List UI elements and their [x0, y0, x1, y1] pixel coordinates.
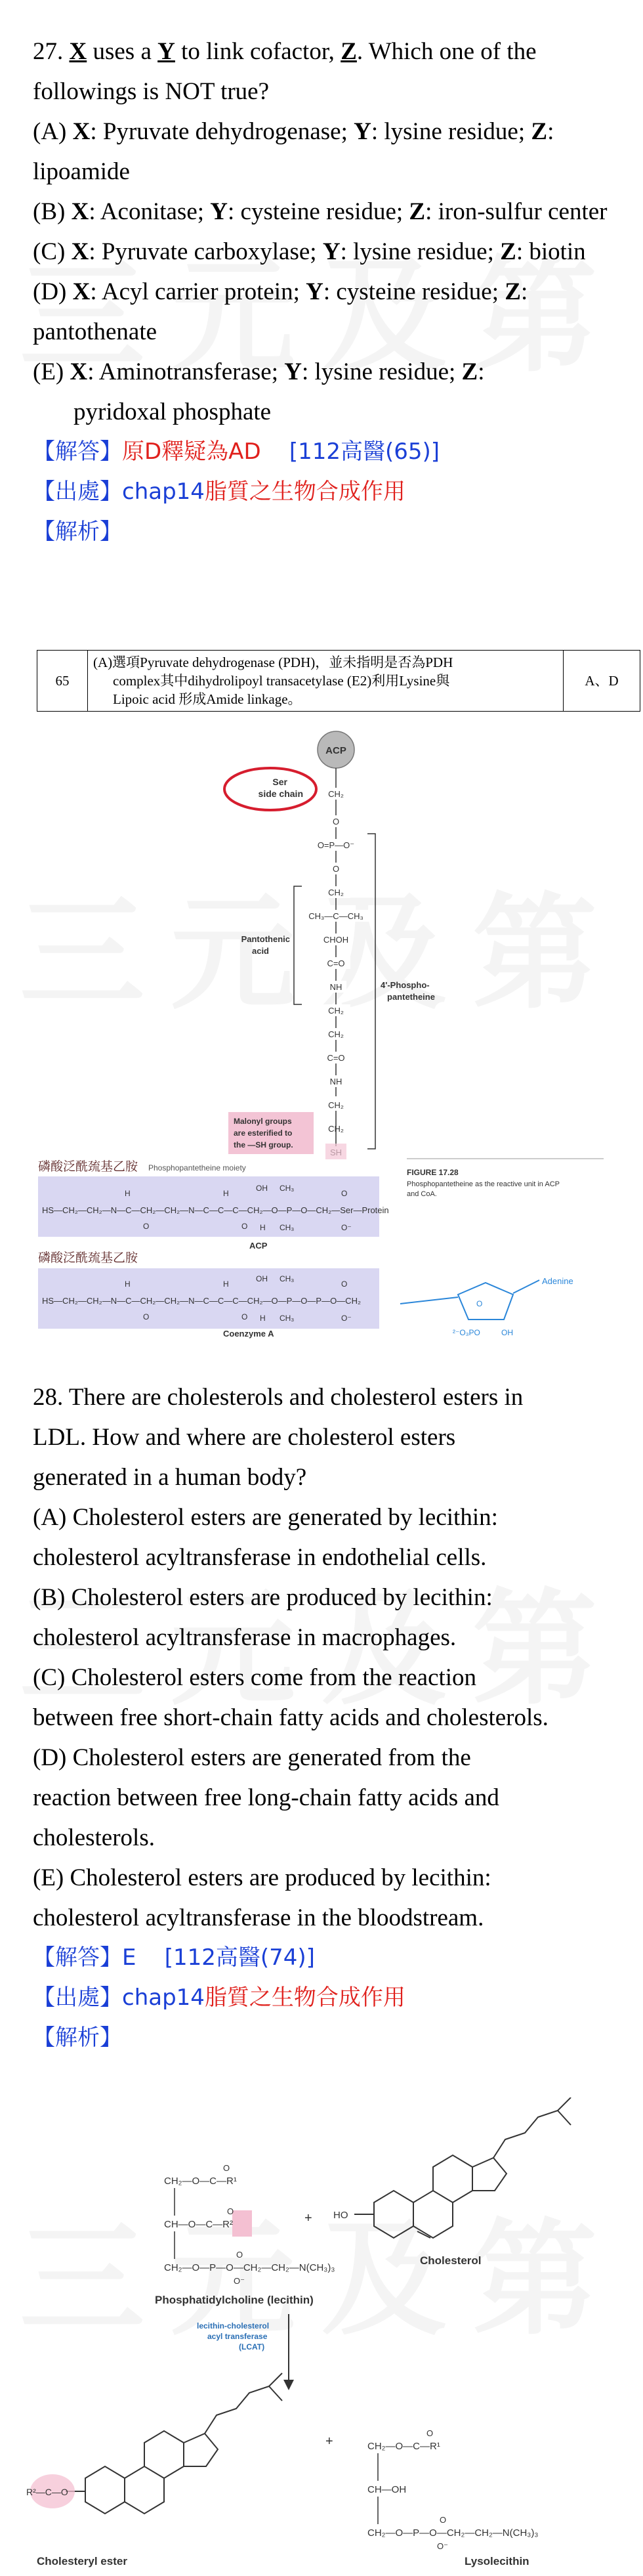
svg-text:H: H — [260, 1223, 266, 1232]
table-cell-no: 65 — [37, 651, 88, 712]
svg-text:O: O — [227, 2206, 234, 2216]
svg-text:O: O — [143, 1222, 150, 1231]
option-d-continued: cholesterols. — [33, 1824, 155, 1851]
question-28-line: 28. There are cholesterols and cholesterol esters in — [33, 1384, 524, 1411]
option-e: (E) X: Aminotransferase; Y: lysine residue; Z: — [33, 358, 485, 385]
malonyl-text-2: are esterified to — [234, 1128, 293, 1138]
option-e-continued: cholesterol acyltransferase in the bloodstream. — [33, 1904, 484, 1931]
svg-text:CH₃—C—CH₃: CH₃—C—CH₃ — [308, 911, 363, 921]
svg-text:CH₃: CH₃ — [280, 1314, 295, 1323]
option-c: (C) Cholesterol esters come from the reaction — [33, 1664, 477, 1691]
svg-text:H: H — [125, 1189, 131, 1198]
svg-text:CH₂: CH₂ — [328, 789, 344, 799]
ester-group: R²—C—O — [26, 2487, 68, 2497]
svg-text:CHOH: CHOH — [323, 935, 349, 945]
table-cell-text: (A)選項Pyruvate dehydrogenase (PDH)，並未指明是否為PDH complex其中dihydrolipoyl transacetylase (E2)利用Lysine與 Lipoic acid 形成Amide linkage。 — [88, 651, 564, 712]
option-b: (B) Cholesterol esters are produced by lecithin: — [33, 1584, 493, 1611]
coa-chain: HS—CH₂—CH₂—N—C—CH₂—CH₂—N—C—C—C—CH₂—O—P—O—P—O—CH₂ — [42, 1296, 362, 1306]
lyso-row-2: CH—OH — [367, 2484, 407, 2495]
option-d: (D) Cholesterol esters are generated from the — [33, 1744, 471, 1771]
option-e-continued: pyridoxal phosphate — [73, 398, 272, 425]
svg-text:CH₂: CH₂ — [328, 1124, 344, 1134]
acp-chain-label: ACP — [249, 1241, 268, 1251]
erratum-table — [37, 650, 640, 712]
svg-text:O=P—O⁻: O=P—O⁻ — [317, 840, 355, 850]
coa-phosphate-link — [400, 1297, 458, 1304]
malonyl-text-3: the —SH group. — [234, 1140, 293, 1149]
figure-caption-1: Phosphopantetheine as the reactive unit in ACP — [407, 1180, 560, 1188]
svg-text:O⁻: O⁻ — [341, 1223, 352, 1232]
lyso-row-1: CH₂—O—C—R¹ — [367, 2441, 440, 2452]
svg-text:²⁻O₃PO: ²⁻O₃PO — [453, 1328, 480, 1337]
reaction-arrowhead — [283, 2380, 294, 2390]
option-a: (A) Cholesterol esters are generated by lecithin: — [33, 1504, 498, 1531]
source-line: 【出處】chap14脂質之生物合成作用 — [33, 479, 405, 505]
option-d-continued: reaction between free long-chain fatty acids and — [33, 1784, 499, 1811]
question-27-stem: 27. X uses a Y to link cofactor, Z. Which one of the followings is NOT true? — [33, 38, 537, 105]
explain-tag: 【解析】 — [33, 2025, 122, 2051]
phospho-label-2: pantetheine — [387, 992, 435, 1002]
sh-highlight — [325, 1144, 346, 1159]
pc-label: Phosphatidylcholine (lecithin) — [155, 2294, 314, 2306]
svg-text:CH₃: CH₃ — [280, 1223, 295, 1232]
question-28 — [33, 1377, 623, 2058]
svg-text:C=O: C=O — [327, 1053, 345, 1063]
svg-text:NH: NH — [329, 1077, 342, 1086]
cholesteryl-ester-label: Cholesteryl ester — [37, 2555, 127, 2567]
svg-text:O⁻: O⁻ — [437, 2541, 448, 2551]
svg-text:O: O — [341, 1279, 348, 1289]
svg-text:OH: OH — [501, 1328, 513, 1337]
svg-text:O⁻: O⁻ — [341, 1314, 352, 1323]
svg-text:CH₂: CH₂ — [328, 1100, 344, 1110]
acyl-highlight — [232, 2210, 252, 2237]
option-b: (B) X: Aconitase; Y: cysteine residue; Z: iron-sulfur center — [33, 198, 608, 225]
pc-row-2: CH—O—C—R² — [164, 2219, 233, 2230]
option-a: (A) X: Pyruvate dehydrogenase; Y: lysine residue; Z: lipoamide — [33, 118, 554, 185]
option-c: (C) X: Pyruvate carboxylase; Y: lysine residue; Z: biotin — [33, 238, 586, 265]
pc-row-1: CH₂—O—C—R¹ — [164, 2176, 237, 2187]
svg-text:OH: OH — [256, 1274, 268, 1283]
svg-text:O: O — [332, 817, 340, 826]
explain-tag: 【解析】 — [33, 519, 122, 545]
svg-text:O: O — [223, 2163, 230, 2173]
pantothenic-label-2: acid — [251, 946, 269, 956]
ribose-ring — [458, 1283, 513, 1320]
acp-chain: HS—CH₂—CH₂—N—C—CH₂—CH₂—N—C—C—C—CH₂—O—P—O—CH₂—Ser—Protein — [42, 1205, 389, 1215]
coa-chain-label: Coenzyme A — [223, 1329, 274, 1339]
svg-text:O: O — [241, 1222, 248, 1231]
svg-text:O: O — [143, 1312, 150, 1321]
phosphopantetheine-bracket — [367, 834, 375, 1149]
hydroxyl-label: HO — [333, 2210, 348, 2221]
svg-text:CH₂: CH₂ — [328, 888, 344, 897]
acp-chinese-label: 磷酸泛酰巯基乙胺 — [38, 1160, 138, 1174]
svg-text:H: H — [223, 1279, 229, 1289]
pantothenic-label-1: Pantothenic — [241, 934, 290, 944]
enzyme-label-1: lecithin-cholesterol — [197, 2321, 270, 2330]
cholesterol-label: Cholesterol — [420, 2254, 482, 2267]
adenine-label: Adenine — [542, 1276, 573, 1286]
option-e: (E) Cholesterol esters are produced by lecithin: — [33, 1864, 491, 1891]
enzyme-label-2: acyl transferase — [207, 2332, 268, 2341]
svg-text:O: O — [426, 2428, 434, 2438]
option-a-continued: cholesterol acyltransferase in endothelial cells. — [33, 1544, 487, 1571]
svg-text:O: O — [341, 1189, 348, 1198]
figure-number: FIGURE 17.28 — [407, 1168, 459, 1177]
cholesterol-structure — [354, 2097, 571, 2238]
svg-text:OH: OH — [256, 1184, 268, 1193]
lyso-row-3: CH₂—O—P—O—CH₂—CH₂—N(CH₃)₃ — [367, 2527, 539, 2539]
pc-row-3: CH₂—O—P—O—CH₂—CH₂—N(CH₃)₃ — [164, 2262, 335, 2273]
acp-label: ACP — [325, 745, 346, 756]
plus-sign: + — [304, 2211, 312, 2225]
svg-text:NH: NH — [329, 982, 342, 992]
figure-lcat-reaction — [26, 2097, 617, 2570]
svg-text:H: H — [223, 1189, 229, 1198]
svg-text:H: H — [125, 1279, 131, 1289]
figure-caption-2: and CoA. — [407, 1190, 437, 1198]
answer-line: 【解答】原D釋疑為AD [112高醫(65)] — [33, 439, 440, 465]
question-27 — [33, 32, 623, 552]
table-cell-answer: A、D — [564, 651, 640, 712]
source-line: 【出處】chap14脂質之生物合成作用 — [33, 1985, 405, 2011]
svg-text:CH₂: CH₂ — [328, 1029, 344, 1039]
answer-line: 【解答】E [112高醫(74)] — [33, 1944, 315, 1971]
svg-text:CH₃: CH₃ — [280, 1274, 295, 1283]
option-b-continued: cholesterol acyltransferase in macrophages. — [33, 1624, 457, 1651]
lysolecithin-label: Lysolecithin — [465, 2555, 529, 2567]
svg-text:H: H — [260, 1314, 266, 1323]
moiety-label: Phosphopantetheine moiety — [148, 1163, 246, 1172]
question-28-line: LDL. How and where are cholesterol esters — [33, 1424, 456, 1451]
plus-sign-2: + — [325, 2434, 333, 2449]
svg-text:C=O: C=O — [327, 958, 345, 968]
svg-text:O: O — [236, 2250, 243, 2260]
coa-chinese-label: 磷酸泛酰巯基乙胺 — [38, 1251, 138, 1265]
svg-text:CH₂: CH₂ — [328, 1006, 344, 1016]
enzyme-label-3: (LCAT) — [239, 2342, 265, 2351]
svg-text:O⁻: O⁻ — [234, 2276, 245, 2286]
figure-phosphopantetheine — [33, 729, 610, 1339]
table-row — [37, 651, 640, 712]
phospho-label-1: 4'-Phospho- — [381, 980, 430, 990]
svg-text:O: O — [332, 864, 340, 874]
malonyl-text-1: Malonyl groups — [234, 1117, 292, 1126]
ser-label-1: Ser — [272, 777, 287, 787]
adenine-bond — [513, 1280, 539, 1293]
question-28-line: generated in a human body? — [33, 1464, 307, 1491]
svg-text:CH₃: CH₃ — [280, 1184, 295, 1193]
svg-text:O: O — [241, 1312, 248, 1321]
pantothenic-bracket — [294, 886, 302, 1004]
cholesteryl-ester-structure — [66, 2373, 282, 2514]
option-c-continued: between free short-chain fatty acids and cholesterols. — [33, 1704, 549, 1731]
ser-label-2: side chain — [258, 788, 303, 799]
svg-text:O: O — [476, 1299, 483, 1308]
option-d: (D) X: Acyl carrier protein; Y: cysteine residue; Z: pantothenate — [33, 278, 528, 345]
svg-text:O: O — [440, 2515, 447, 2525]
